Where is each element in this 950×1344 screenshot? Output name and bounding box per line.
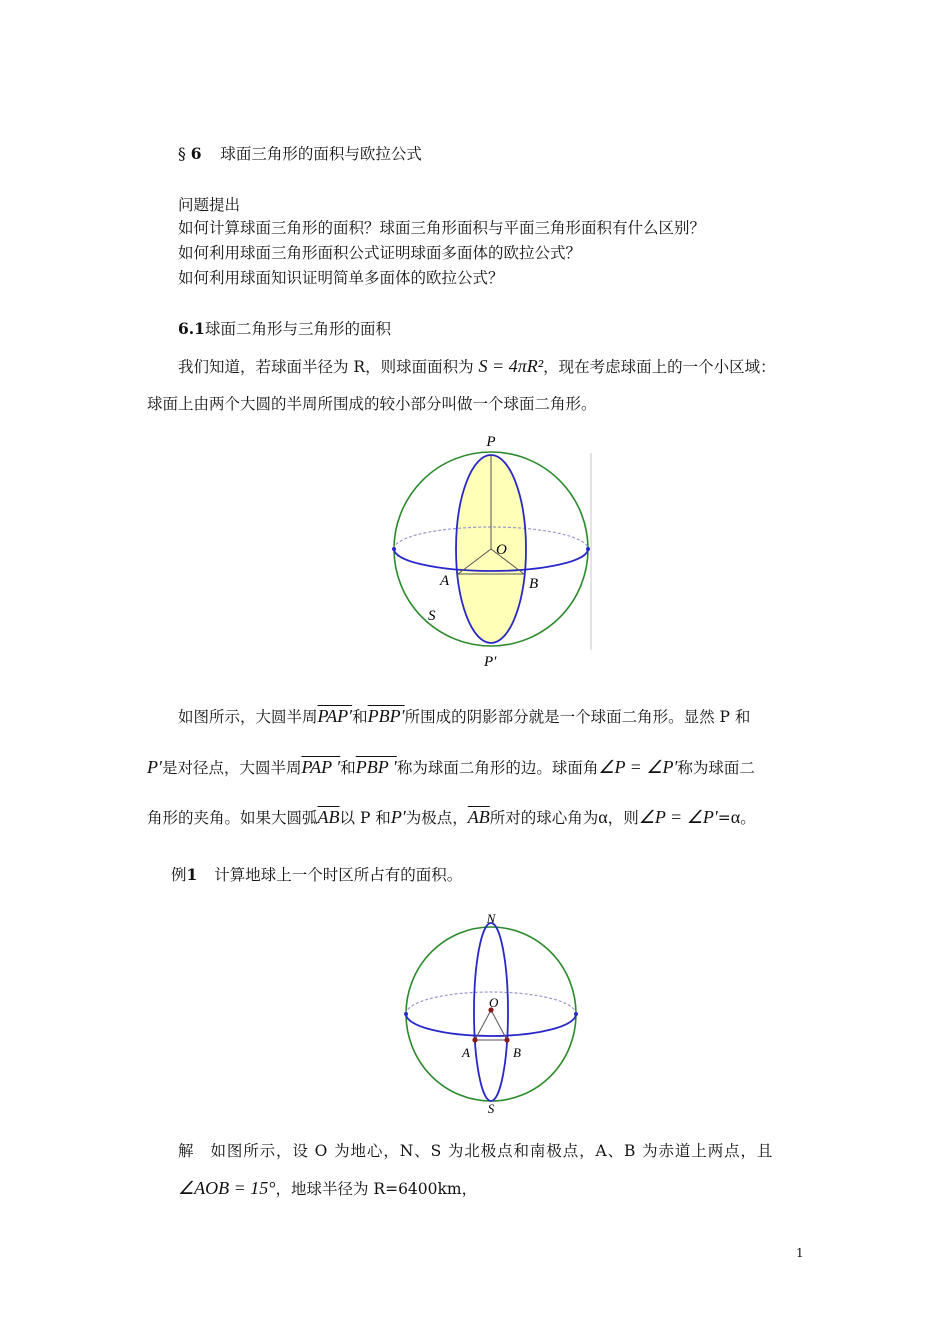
label-s: S bbox=[487, 1101, 495, 1116]
section-heading: § 6 球面三角形的面积与欧拉公式 bbox=[178, 144, 422, 163]
question-1: 如何计算球面三角形的面积？球面三角形面积与平面三角形面积有什么区别？ bbox=[178, 219, 706, 237]
para2-line1: 如图所示，大圆半周PAP′和PBP′所围成的阴影部分就是一个球面二角形。显然 P 和 bbox=[178, 706, 751, 726]
para1-line1: 我们知道，若球面半径为 R，则球面面积为 S = 4πR²，现在考虑球面上的一个小区域： bbox=[178, 356, 776, 376]
label-s: S bbox=[428, 608, 436, 624]
solution-line2: ∠AOB = 15°，地球半径为 R=6400km， bbox=[178, 1178, 478, 1198]
page-number: 1 bbox=[796, 1246, 804, 1260]
para1-line2: 球面上由两个大圆的半周所围成的较小部分叫做一个球面二角形。 bbox=[147, 395, 597, 413]
arc-ab: $\overline{AB}$ bbox=[317, 807, 340, 827]
angle-equality-2: ∠P = ∠P′ bbox=[638, 807, 718, 827]
label-b: B bbox=[513, 1045, 521, 1060]
figure-lune-diagram bbox=[380, 428, 610, 673]
arc-pap: PAP′ bbox=[317, 706, 353, 726]
para2-line2: P′是对径点，大圆半周PAP ′和PBP ′称为球面二角形的边。球面角∠P = ∠P′称为球面二 bbox=[147, 757, 755, 777]
subsection-heading: 6.1球面二角形与三角形的面积 bbox=[178, 319, 391, 338]
figure-time-zone-diagram bbox=[395, 910, 590, 1120]
arc-pbp-edge: PBP ′ bbox=[355, 757, 397, 777]
label-a: A bbox=[462, 1045, 470, 1060]
example-1: 例1 计算地球上一个时区所占有的面积。 bbox=[171, 865, 463, 884]
alpha-symbol-2: α bbox=[730, 807, 741, 827]
equator-left-point bbox=[404, 1012, 408, 1016]
label-a: A bbox=[440, 573, 450, 589]
sphere-area-formula: S = 4πR² bbox=[478, 356, 544, 376]
earth-outline bbox=[406, 927, 576, 1101]
equator-right-point bbox=[574, 1012, 578, 1016]
arc-pbp: PBP′ bbox=[367, 706, 405, 726]
arc-pap-edge: PAP ′ bbox=[301, 757, 341, 777]
example-label: 例1 bbox=[171, 865, 198, 884]
label-n: N bbox=[486, 911, 496, 926]
angle-aob: ∠AOB = 15° bbox=[178, 1178, 276, 1198]
solution-line1: 解 如图所示，设 O 为地心，N、S 为北极点和南极点，A、B 为赤道上两点，且 bbox=[178, 1142, 774, 1160]
problem-heading: 问题提出 bbox=[178, 196, 241, 214]
equator-right-point bbox=[586, 547, 590, 551]
question-3: 如何利用球面知识证明简单多面体的欧拉公式？ bbox=[178, 269, 504, 287]
point-a bbox=[472, 1037, 477, 1042]
arc-ab-2: $\overline{AB}$ bbox=[467, 807, 490, 827]
angle-equality: ∠P = ∠P′ bbox=[598, 757, 678, 777]
equator-left-point bbox=[392, 547, 396, 551]
label-p-prime: P′ bbox=[484, 654, 497, 670]
question-2: 如何利用球面三角形面积公式证明球面多面体的欧拉公式？ bbox=[178, 244, 582, 262]
label-o: O bbox=[496, 542, 507, 558]
alpha-symbol: α bbox=[598, 807, 608, 827]
point-b bbox=[504, 1037, 509, 1042]
solution-label: 解 bbox=[178, 1142, 194, 1160]
label-p: P bbox=[486, 434, 496, 450]
para2-line3: 角形的夹角。如果大圆弧$\overline{AB}$以 P 和P′为极点，$\overline{AB}$所对的球心角为α，则∠P = ∠P′=α。 bbox=[147, 807, 756, 827]
equator-front bbox=[406, 1014, 576, 1036]
label-b: B bbox=[529, 576, 539, 592]
label-o: O bbox=[489, 995, 499, 1010]
